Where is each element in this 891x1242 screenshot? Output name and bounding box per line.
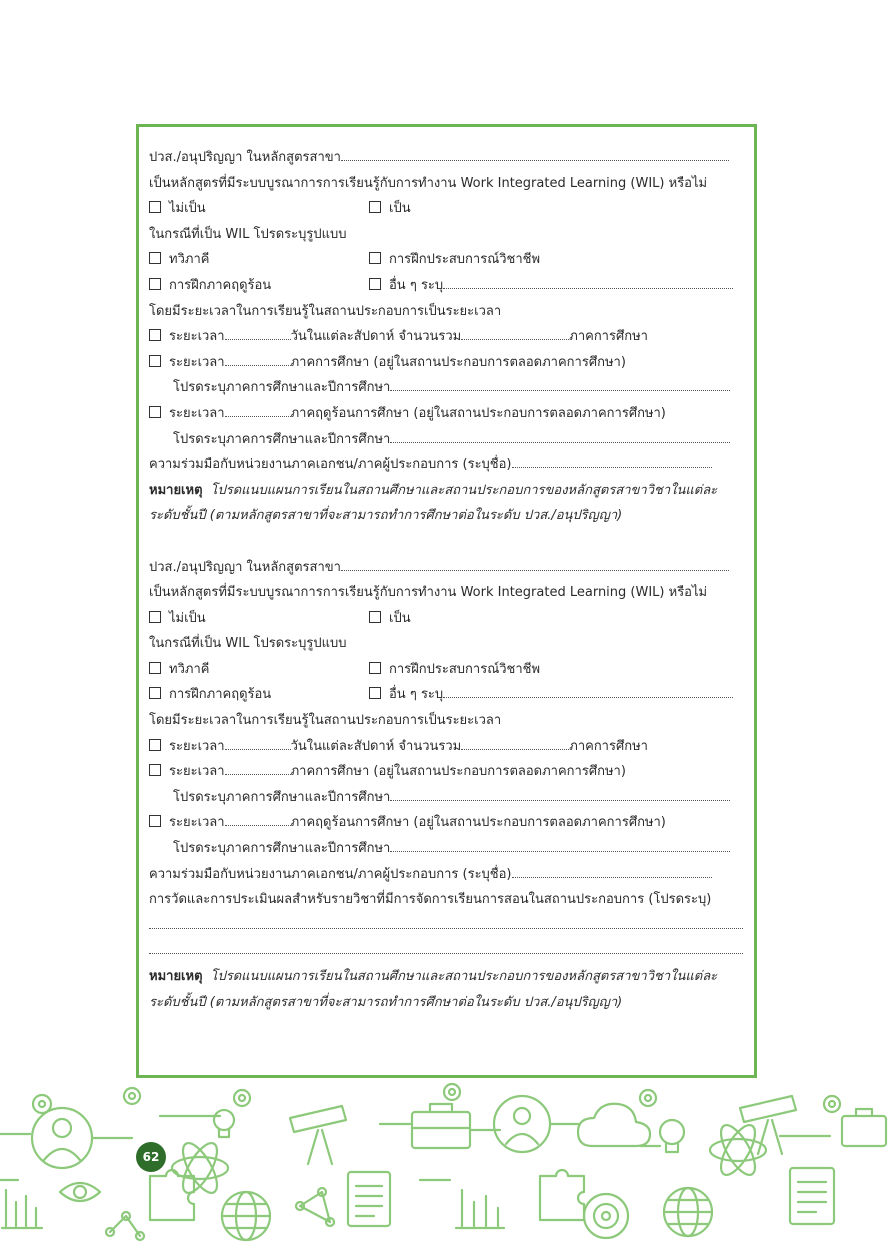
checkbox-icon[interactable] (149, 764, 161, 776)
s2-evaluation-line-2 (149, 938, 745, 964)
page-number-badge: 62 (136, 1142, 166, 1172)
checkbox-icon[interactable] (149, 739, 161, 751)
s1-opt-yes[interactable]: เป็น (369, 196, 411, 222)
checkbox-icon[interactable] (149, 252, 161, 264)
s1-duration-2: ระยะเวลา ภาคการศึกษา (อยู่ในสถานประกอบการตลอดภาคการศึกษา) (149, 350, 745, 376)
checkbox-icon[interactable] (149, 815, 161, 827)
cloud-icon (578, 1104, 650, 1146)
gear-icon (444, 1084, 460, 1100)
s1-cooperation-row: ความร่วมมือกับหน่วยงานภาคเอกชน/ภาคผู้ประกอบการ (ระบุชื่อ) (149, 452, 745, 478)
s2-opt-coop[interactable]: การฝึกประสบการณ์วิชาชีพ (369, 657, 540, 683)
form-box (136, 124, 757, 1078)
network-icon (106, 1212, 144, 1240)
s2-duration-3: ระยะเวลา ภาคฤดูร้อนการศึกษา (อยู่ในสถานประกอบการตลอดภาคการศึกษา) (149, 810, 745, 836)
s2-duration-2: ระยะเวลา ภาคการศึกษา (อยู่ในสถานประกอบการตลอดภาคการศึกษา) (149, 759, 745, 785)
checkbox-icon[interactable] (149, 406, 161, 418)
s2-program-label: ปวส./อนุปริญญา ในหลักสูตรสาขา (149, 559, 341, 575)
s1-d3-sub-field[interactable] (390, 428, 730, 443)
gear-icon (824, 1096, 840, 1112)
s1-duration-3-sub: โปรดระบุภาคการศึกษาและปีการศึกษา (149, 427, 745, 453)
telescope-icon (290, 1106, 346, 1164)
s1-opt-dual[interactable]: ทวิภาคี (149, 252, 209, 267)
checkbox-icon[interactable] (369, 201, 381, 213)
s2-other-field[interactable] (443, 683, 733, 698)
lightbulb-icon (214, 1110, 234, 1137)
s2-d2-sub-field[interactable] (390, 786, 730, 801)
s1-program-row (149, 145, 745, 171)
s2-duration-1: ระยะเวลา วันในแต่ละสัปดาห์ จำนวนรวม ภาคการศึกษา (149, 734, 745, 760)
s2-evaluation-field-1[interactable] (149, 914, 743, 929)
briefcase-icon (412, 1104, 470, 1148)
checkbox-icon[interactable] (369, 687, 381, 699)
s1-form-options-2 (149, 273, 745, 299)
s1-duration-1: ระยะเวลา วันในแต่ละสัปดาห์ จำนวนรวม ภาคการศึกษา (149, 324, 745, 350)
s1-program-field[interactable] (341, 146, 729, 161)
s1-d3-field[interactable] (225, 402, 291, 417)
s2-form-options-1 (149, 657, 745, 683)
s2-d1-field-a[interactable] (225, 735, 291, 750)
s2-opt-no[interactable]: ไม่เป็น (149, 611, 206, 626)
s2-note-line2: ระดับชั้นปี (ตามหลักสูตรสาขาที่จะสามารถทำการศึกษาต่อในระดับ ปวส./อนุปริญญา) (149, 994, 623, 1010)
s1-program-label: ปวส./อนุปริญญา ในหลักสูตรสาขา (149, 150, 341, 165)
s1-opt-no[interactable]: ไม่เป็น (149, 201, 206, 216)
s2-note (149, 964, 745, 1015)
s2-d3-sub-field[interactable] (390, 837, 730, 852)
briefcase-icon (842, 1109, 886, 1146)
s1-d2-field[interactable] (225, 351, 291, 366)
checkbox-icon[interactable] (369, 252, 381, 264)
s2-opt-other[interactable]: อื่น ๆ ระบุ (369, 682, 733, 708)
atom-icon (172, 1138, 228, 1197)
gear-icon (234, 1090, 250, 1106)
network-icon (296, 1188, 334, 1226)
s2-opt-dual[interactable]: ทวิภาคี (149, 662, 209, 677)
s2-note-line1: โปรดแนบแผนการเรียนในสถานศึกษาและสถานประกอบการของหลักสูตรสาขาวิชาในแต่ละ (210, 969, 718, 984)
section-spacer (149, 529, 745, 555)
footer-pattern (0, 1076, 891, 1242)
s2-form-options-2 (149, 682, 745, 708)
document-icon (790, 1168, 834, 1224)
checkbox-icon[interactable] (369, 278, 381, 290)
s1-d1-field-b[interactable] (461, 325, 569, 340)
checkbox-icon[interactable] (149, 278, 161, 290)
s1-note-line1: โปรดแนบแผนการเรียนในสถานศึกษาและสถานประกอบการของหลักสูตรสาขาวิชาในแต่ละ (210, 482, 718, 498)
s2-note-label: หมายเหตุ (149, 969, 203, 984)
s1-duration-intro: โดยมีระยะเวลาในการเรียนรู้ในสถานประกอบการเป็นระยะเวลา (149, 303, 502, 319)
s2-wil-form: ในกรณีที่เป็น WIL โปรดระบุรูปแบบ (149, 636, 347, 652)
s2-evaluation-line-1 (149, 913, 745, 939)
s2-opt-summer[interactable]: การฝึกภาคฤดูร้อน (149, 687, 271, 702)
s2-wil-options (149, 606, 745, 632)
s2-d1-field-b[interactable] (461, 735, 569, 750)
s1-cooperation-field[interactable] (512, 453, 712, 468)
checkbox-icon[interactable] (149, 687, 161, 699)
bar-chart-icon (456, 1190, 504, 1228)
s1-wil-options (149, 196, 745, 222)
s1-d1-field-a[interactable] (225, 325, 291, 340)
globe-icon (222, 1192, 270, 1240)
s1-wil-question: เป็นหลักสูตรที่มีระบบบูรณาการการเรียนรู้กับการทำงาน Work Integrated Learning (WIL) หรือไม่ (149, 175, 708, 191)
s2-program-row (149, 555, 745, 581)
s2-wil-question: เป็นหลักสูตรที่มีระบบบูรณาการการเรียนรู้กับการทำงาน Work Integrated Learning (WIL) หรือไม่ (149, 585, 708, 601)
bar-chart-icon (2, 1190, 42, 1228)
s2-program-field[interactable] (341, 556, 729, 571)
checkbox-icon[interactable] (369, 662, 381, 674)
gear-icon (124, 1088, 140, 1104)
s1-opt-summer[interactable]: การฝึกภาคฤดูร้อน (149, 278, 271, 293)
s1-wil-form: ในกรณีที่เป็น WIL โปรดระบุรูปแบบ (149, 226, 347, 242)
checkbox-icon[interactable] (149, 329, 161, 341)
s1-duration-2-sub: โปรดระบุภาคการศึกษาและปีการศึกษา (149, 375, 745, 401)
s2-d2-field[interactable] (225, 760, 291, 775)
s1-d2-sub-field[interactable] (390, 376, 730, 391)
lightbulb-icon (660, 1120, 684, 1152)
checkbox-icon[interactable] (149, 611, 161, 623)
checkbox-icon[interactable] (149, 355, 161, 367)
target-icon (584, 1194, 628, 1238)
s1-opt-other[interactable]: อื่น ๆ ระบุ (369, 273, 733, 299)
s2-duration-2-sub: โปรดระบุภาคการศึกษาและปีการศึกษา (149, 785, 745, 811)
s2-evaluation: การวัดและการประเมินผลสำหรับรายวิชาที่มีการจัดการเรียนการสอนในสถานประกอบการ (โปรดระบุ) (149, 892, 712, 908)
globe-icon (664, 1188, 712, 1236)
s1-opt-coop[interactable]: การฝึกประสบการณ์วิชาชีพ (369, 247, 540, 273)
s2-duration-intro: โดยมีระยะเวลาในการเรียนรู้ในสถานประกอบการเป็นระยะเวลา (149, 713, 502, 729)
s2-d3-field[interactable] (225, 811, 291, 826)
person-icon (494, 1096, 550, 1152)
s2-duration-3-sub: โปรดระบุภาคการศึกษาและปีการศึกษา (149, 836, 745, 862)
s2-cooperation-field[interactable] (512, 863, 712, 878)
gear-icon (640, 1090, 656, 1106)
s1-note-line2: ระดับชั้นปี (ตามหลักสูตรสาขาที่จะสามารถทำการศึกษาต่อในระดับ ปวส./อนุปริญญา) (149, 508, 623, 524)
s1-form-options-1 (149, 247, 745, 273)
s1-duration-3: ระยะเวลา ภาคฤดูร้อนการศึกษา (อยู่ในสถานประกอบการตลอดภาคการศึกษา) (149, 401, 745, 427)
checkbox-icon[interactable] (149, 201, 161, 213)
document-icon (348, 1172, 390, 1226)
checkbox-icon[interactable] (369, 611, 381, 623)
s2-evaluation-field-2[interactable] (149, 939, 743, 954)
s1-note-label: หมายเหตุ (149, 482, 203, 498)
eye-icon (60, 1183, 100, 1201)
person-icon (32, 1108, 92, 1168)
puzzle-icon (540, 1170, 584, 1220)
s2-opt-yes[interactable]: เป็น (369, 606, 411, 632)
checkbox-icon[interactable] (149, 662, 161, 674)
atom-icon (710, 1120, 766, 1179)
s2-cooperation-row: ความร่วมมือกับหน่วยงานภาคเอกชน/ภาคผู้ประกอบการ (ระบุชื่อ) (149, 862, 745, 888)
form-content (149, 145, 745, 1015)
s1-note (149, 478, 745, 529)
s1-other-field[interactable] (443, 274, 733, 289)
